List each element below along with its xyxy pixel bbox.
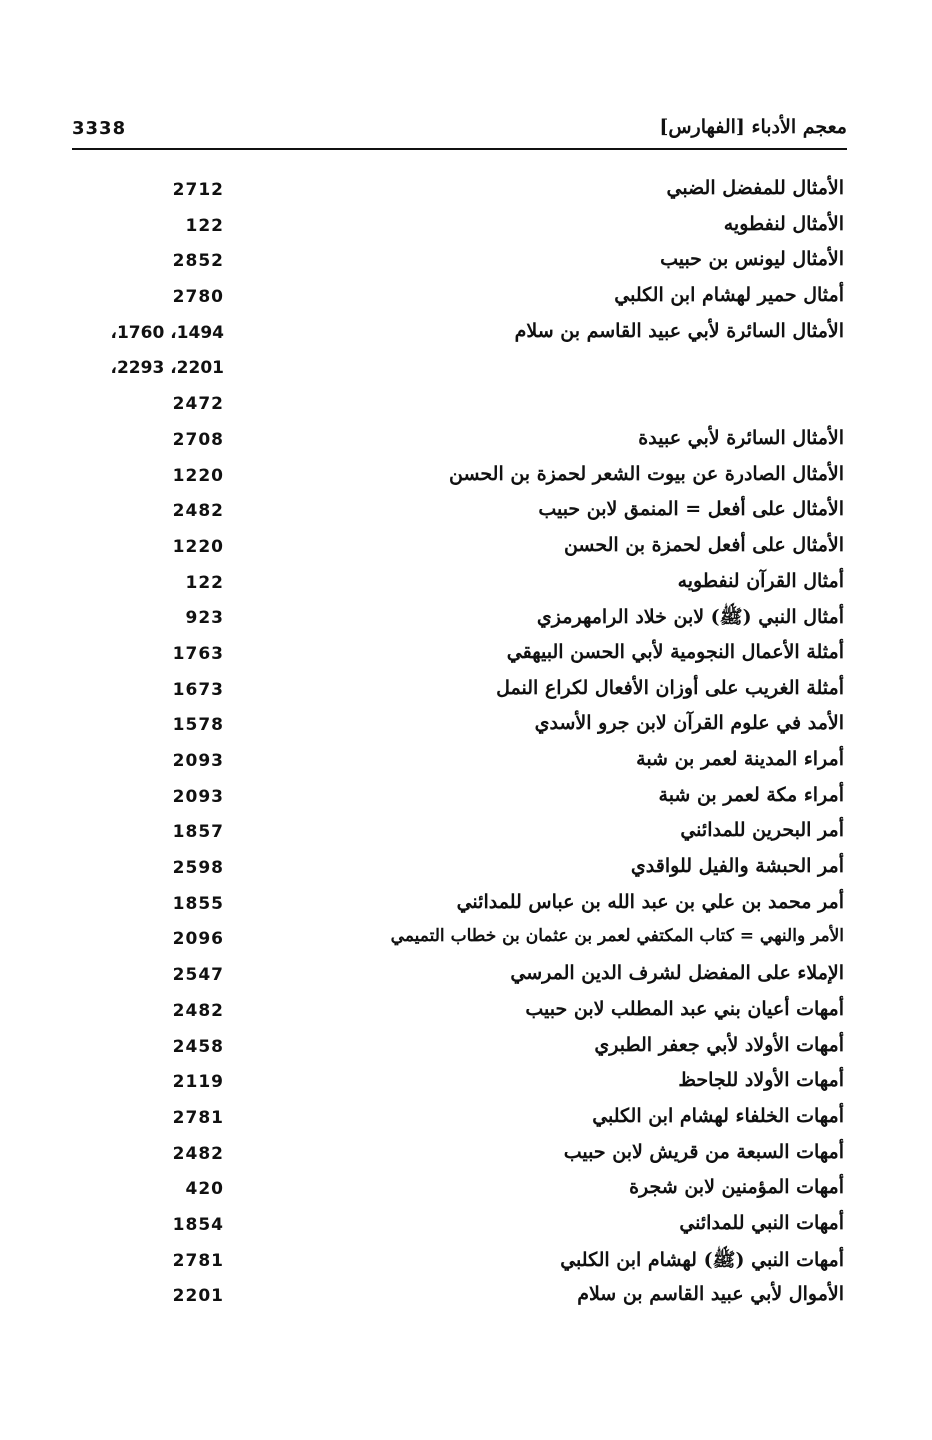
index-entry xyxy=(0,316,932,352)
entry-title: الأمر والنهي = كتاب المكتفي لعمر بن عثمان بن خطاب التميمي xyxy=(390,926,844,947)
entry-pages: 2780 xyxy=(172,287,224,308)
entry-pages: 2093 xyxy=(172,786,224,807)
entry-title: أمراء مكة لعمر بن شبة xyxy=(658,783,844,806)
entry-title: الأمثال على أفعل = المنمق لابن حبيب xyxy=(538,498,844,521)
entry-pages: 2598 xyxy=(172,858,224,879)
entry-pages: 2547 xyxy=(172,965,224,986)
index-entry xyxy=(0,173,932,209)
index-entry xyxy=(0,1279,932,1315)
index-entry xyxy=(0,423,932,459)
entry-pages: 2482 xyxy=(172,1000,224,1021)
entry-pages: 122 xyxy=(185,572,224,593)
entry-title: أمثال القرآن لنفطويه xyxy=(677,569,844,592)
entry-title: الأمثال للمفضل الضبي xyxy=(666,177,844,199)
page-header xyxy=(72,116,847,150)
entry-pages: 2472 xyxy=(172,394,224,415)
index-entry xyxy=(0,209,932,245)
entry-title: الأمد في علوم القرآن لابن جرو الأسدي xyxy=(534,712,844,735)
entry-pages: 1855 xyxy=(172,893,224,914)
entry-title: أمهات أعيان بني عبد المطلب لابن حبيب xyxy=(525,997,844,1020)
entry-title: أمهات المؤمنين لابن شجرة xyxy=(629,1176,844,1199)
index-entry xyxy=(0,780,932,816)
entry-title: الأمثال لنفطويه xyxy=(723,212,844,235)
entry-pages: 2201 xyxy=(172,1286,224,1307)
entry-title: أمثلة الأعمال النجومية لأبي الحسن البيهقي xyxy=(506,640,844,663)
header-rule xyxy=(72,148,847,150)
index-entry xyxy=(0,1172,932,1208)
index-entry xyxy=(0,601,932,637)
index-list xyxy=(0,173,932,1315)
index-entry xyxy=(0,530,932,566)
entry-pages: 1220 xyxy=(172,536,224,557)
index-entry xyxy=(0,637,932,673)
running-title: معجم الأدباء [الفهارس] xyxy=(659,116,847,138)
page-number: 3338 xyxy=(72,118,127,139)
entry-title: أمهات الأولاد لأبي جعفر الطبري xyxy=(594,1033,844,1056)
index-entry xyxy=(0,1137,932,1173)
index-entry xyxy=(0,1065,932,1101)
entry-title: الإملاء على المفضل لشرف الدين المرسي xyxy=(510,962,844,985)
entry-title: أمر البحرين للمدائني xyxy=(680,819,844,842)
index-entry xyxy=(0,851,932,887)
index-entry xyxy=(0,1244,932,1280)
entry-title: الأمثال الصادرة عن بيوت الشعر لحمزة بن الحسن xyxy=(448,462,844,485)
entry-pages: 1578 xyxy=(172,715,224,736)
index-entry xyxy=(0,922,932,958)
entry-title: الأمثال السائرة لأبي عبيدة xyxy=(638,426,844,449)
entry-pages: 2119 xyxy=(172,1072,224,1093)
index-entry xyxy=(0,566,932,602)
index-entry xyxy=(0,958,932,994)
entry-pages: 1673 xyxy=(172,679,224,700)
index-entry xyxy=(0,744,932,780)
entry-pages: 923 xyxy=(185,608,224,629)
entry-title: أمهات السبعة من قريش لابن حبيب xyxy=(563,1140,844,1163)
entry-title: أمر محمد بن علي بن عبد الله بن عباس للمدائني xyxy=(456,890,844,913)
index-entry xyxy=(0,1030,932,1066)
entry-title: أمراء المدينة لعمر بن شبة xyxy=(636,748,844,770)
entry-pages: 2781 xyxy=(172,1250,224,1271)
entry-pages: 1763 xyxy=(172,643,224,664)
index-entry xyxy=(0,459,932,495)
entry-pages: 2458 xyxy=(172,1036,224,1057)
entry-pages: 1854 xyxy=(172,1214,224,1235)
entry-pages: 1220 xyxy=(172,465,224,486)
entry-title: أمثال النبي (ﷺ) لابن خلاد الرامهرمزي xyxy=(536,606,844,629)
entry-title: الأمثال السائرة لأبي عبيد القاسم بن سلام xyxy=(514,319,844,342)
index-entry xyxy=(0,708,932,744)
entry-pages: 2093 xyxy=(172,751,224,771)
entry-title: الأموال لأبي عبيد القاسم بن سلام xyxy=(577,1283,844,1306)
index-entry xyxy=(0,494,932,530)
entry-pages: 2482 xyxy=(172,1143,224,1164)
entry-title: الأمثال ليونس بن حبيب xyxy=(660,248,844,271)
index-entry xyxy=(0,280,932,316)
entry-title: أمر الحبشة والفيل للواقدي xyxy=(630,855,844,878)
entry-pages: 2096 xyxy=(172,929,224,950)
entry-pages: 2712 xyxy=(172,180,224,200)
index-entry xyxy=(0,887,932,923)
entry-pages: 2708 xyxy=(172,429,224,450)
entry-title: أمهات النبي (ﷺ) لهشام ابن الكلبي xyxy=(560,1248,844,1271)
entry-title: أمهات الخلفاء لهشام ابن الكلبي xyxy=(592,1104,844,1127)
entry-title: أمثلة الغريب على أوزان الأفعال لكراع النمل xyxy=(496,676,844,699)
index-entry xyxy=(0,994,932,1030)
entry-title: أمهات الأولاد للجاحظ xyxy=(678,1069,844,1092)
index-entry xyxy=(0,1101,932,1137)
entry-pages: 2852 xyxy=(172,251,224,272)
index-entry xyxy=(0,1208,932,1244)
entry-title: أمهات النبي للمدائني xyxy=(679,1211,844,1234)
entry-title: أمثال حمير لهشام ابن الكلبي xyxy=(614,284,844,307)
index-entry xyxy=(0,387,932,423)
entry-pages: 1857 xyxy=(172,822,224,843)
index-entry xyxy=(0,673,932,709)
entry-pages: 420 xyxy=(185,1179,224,1200)
index-entry xyxy=(0,351,932,387)
entry-pages: 1494، 1760، xyxy=(110,322,224,343)
index-entry xyxy=(0,815,932,851)
entry-pages: 2482 xyxy=(172,501,224,522)
entry-pages: 2201، 2293، xyxy=(110,358,224,379)
entry-pages: 122 xyxy=(185,215,224,236)
entry-title: الأمثال على أفعل لحمزة بن الحسن xyxy=(563,533,844,556)
index-entry xyxy=(0,244,932,280)
entry-pages: 2781 xyxy=(172,1107,224,1128)
